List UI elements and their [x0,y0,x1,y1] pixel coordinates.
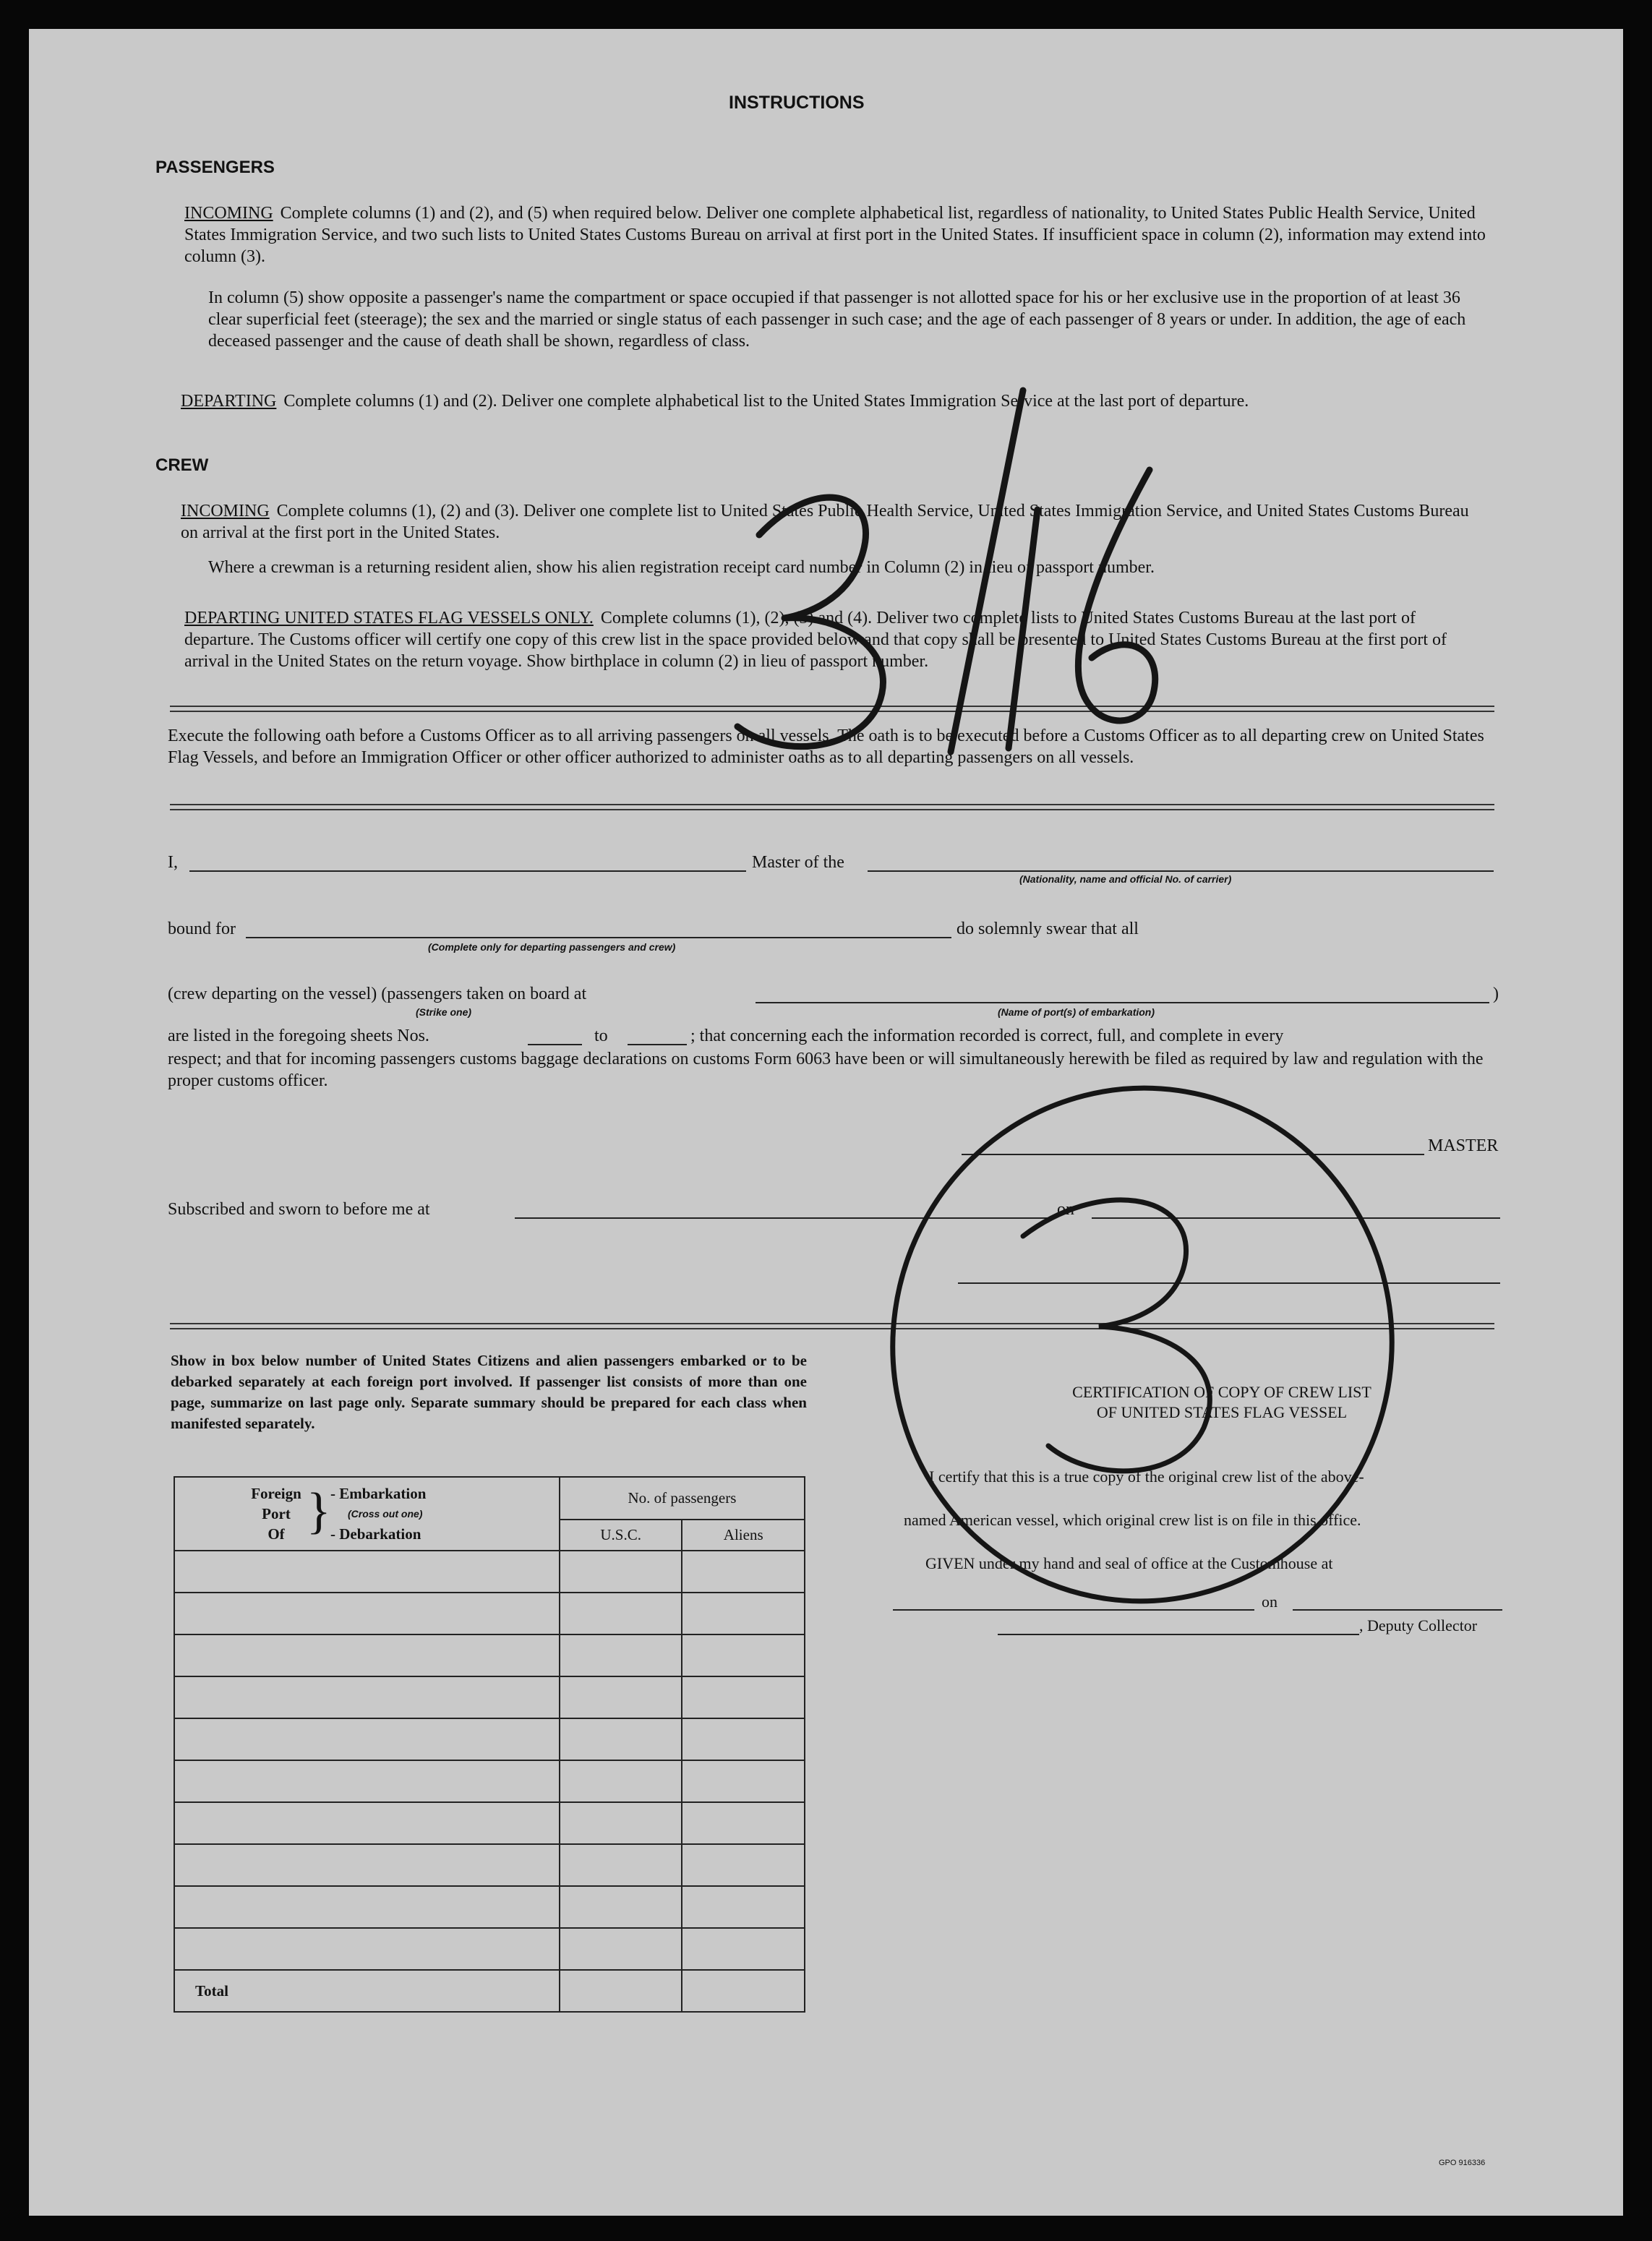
cert-text-3: GIVEN under my hand and seal of office at the Customhouse at [925,1554,1333,1572]
handwritten-circled-digit-stroke [1023,1200,1210,1471]
handwritten-digit-6-stroke [1078,470,1155,721]
page-title: INSTRUCTIONS [729,93,865,113]
passengers-incoming-label: INCOMING [184,204,273,223]
oath-crew-departing: (crew departing on the vessel) (passengers taken on board at [168,985,587,1003]
handwritten-digit-3-stroke [737,497,883,746]
complete-note: (Complete only for departing passengers and crew) [428,941,676,953]
oath-swear: do solemnly swear that all [956,920,1139,938]
usc-header: U.S.C. [560,1520,682,1551]
handwritten-digit-1-stroke [1009,510,1037,748]
oath-subscribed: Subscribed and sworn to before me at [168,1200,430,1219]
cert-deputy: , Deputy Collector [1359,1616,1478,1634]
strike-one-note: (Strike one) [416,1006,472,1018]
form-page [29,29,1623,2216]
nationality-note: (Nationality, name and official No. of carrier) [1019,873,1232,885]
col-embark: - Embarkation [330,1485,427,1502]
cert-heading-2: OF UNITED STATES FLAG VESSEL [1096,1403,1348,1421]
handwritten-circle-stroke [860,1055,1425,1633]
oath-listed-1: are listed in the foregoing sheets Nos. [168,1027,429,1045]
col-debark: - Debarkation [330,1525,421,1543]
crew-heading: CREW [155,455,209,475]
col-foreign-3: Of [268,1525,285,1543]
passengers-departing-label: DEPARTING [181,392,277,411]
oath-close-paren: ) [1493,985,1499,1003]
oath-master-of: Master of the [752,853,844,872]
passengers-departing-text: Complete columns (1) and (2). Deliver one complete alphabetical list to the United States Immigration Service at the last port of departure. [283,392,1249,411]
aliens-header: Aliens [682,1520,805,1551]
cert-on: on [1262,1593,1277,1611]
port-note: (Name of port(s) of embarkation) [998,1006,1155,1018]
oath-listed-2: ; that concerning each the information recorded is correct, full, and complete in every [690,1027,1284,1045]
cert-text-2: named American vessel, which original crew list is on file in this office. [904,1511,1361,1529]
crew-resident-paragraph: Where a crewman is a returning resident alien, show his alien registration receipt card number in Column (2) in lieu of passport number. [208,558,1155,577]
crew-departing-text: Complete columns (1), (2), (3) and (4). Deliver two complete lists to United States Customs Bureau at the last port of departure. The Customs officer will certify one copy of this crew list in the space provided below and that copy shall be presented to United States Customs Bureau at the first port of arrival in the United States on the return voyage. Show birthplace in column (2) in lieu of passport number. [184,609,1447,671]
oath-instruction: Execute the following oath before a Customs Officer as to all arriving passengers on all vessels. The oath is to be executed before a Customs Officer as to all departing crew on United States Flag Vessels, and before an Immigration Officer or other officer authorized to administer oaths as to all departing passengers on all vessels. [168,727,1484,767]
oath-on: on [1057,1200,1074,1219]
gpo-footer: GPO 916336 [1439,2159,1486,2167]
oath-listed-rest: respect; and that for incoming passengers customs baggage declarations on customs Form 6063 have been or will simultaneously herewith be filed as required by law and regulation with the proper customs officer. [168,1050,1484,1090]
passengers-heading: PASSENGERS [155,158,275,177]
col-cross: (Cross out one) [348,1508,423,1520]
passengers-incoming-text: Complete columns (1) and (2), and (5) when required below. Deliver one complete alphabetical list, regardless of nationality, to United States Public Health Service, United States Immigration Service, and two such lists to United States Customs Bureau on arrival at first port in the United States. If insufficient space in column (2), information may extend into column (3). [184,204,1486,266]
total-label: Total [174,1970,560,2012]
oath-master: MASTER [1428,1136,1499,1155]
passengers-count-header: No. of passengers [560,1477,805,1520]
handwriting-overlay [29,29,1623,2216]
crew-departing-label: DEPARTING UNITED STATES FLAG VESSELS ONLY. [184,609,594,627]
col-foreign-1: Foreign [251,1485,301,1502]
cert-text-1: I certify that this is a true copy of the original crew list of the above- [929,1467,1364,1486]
oath-bound-for: bound for [168,920,236,938]
passengers-column5-paragraph: In column (5) show opposite a passenger's name the compartment or space occupied if that passenger is not allotted space for his or her exclusive use in the proportion of at least 36 clear superficial feet (steerage); the sex and the married or single status of each passenger in such case; and the age of each passenger of 8 years or under. In addition, the age of each deceased passenger and the cause of death shall be shown, regardless of class. [208,288,1466,351]
oath-i-label: I, [168,853,178,872]
crew-incoming-label: INCOMING [181,502,270,520]
crew-incoming-text: Complete columns (1), (2) and (3). Deliver one complete list to United States Public Health Service, United States Immigration Service, and United States Customs Bureau on arrival at the first port in the United States. [181,502,1469,542]
oath-to: to [594,1027,608,1045]
col-foreign-2: Port [262,1505,291,1522]
summary-instruction: Show in box below number of United States Citizens and alien passengers embarked or to be debarked separately at each foreign port involved. If passenger list consists of more than one page, summarize on last page only. Separate summary should be prepared for each class when manifested separately. [171,1352,807,1432]
cert-heading-1: CERTIFICATION OF COPY OF CREW LIST [1072,1383,1371,1401]
brace-glyph: } [307,1483,331,1539]
